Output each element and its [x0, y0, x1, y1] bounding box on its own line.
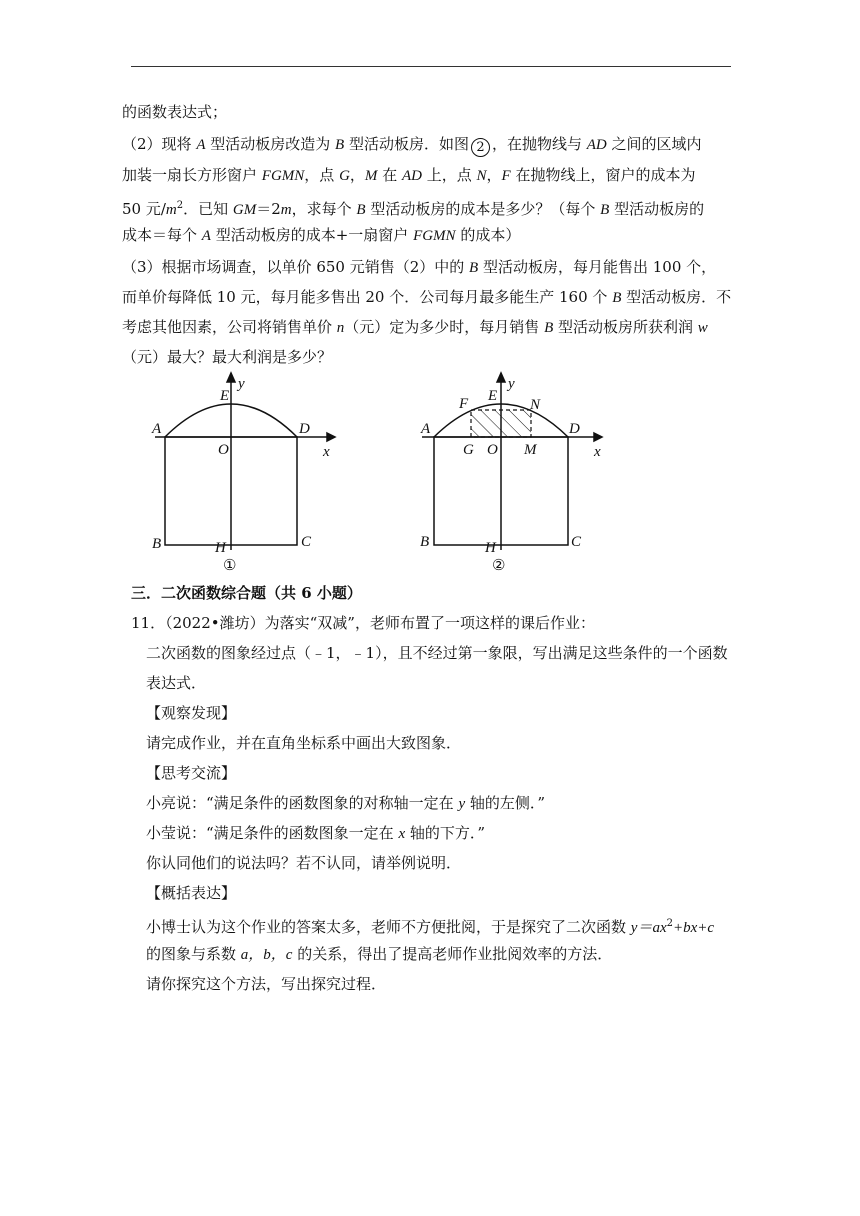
formula: +bx+c: [672, 920, 715, 936]
var: AD: [586, 137, 607, 153]
text: 小博士认为这个作业的答案太多，老师不方便批阅，于是探究了二次函数: [146, 918, 631, 936]
var: AD: [401, 168, 422, 184]
text: 型活动板房改造为: [205, 135, 336, 153]
label-x: x: [594, 444, 601, 460]
text: 而单价每降低 10 元，每月能多售出 20 个．公司每月最多能生产 160 个: [122, 288, 613, 306]
q3-line1: [122, 252, 734, 283]
label-N: N: [530, 397, 541, 413]
var: m: [165, 202, 177, 218]
var: B: [335, 137, 345, 153]
final-instruction: 请你探究这个方法，写出探究过程．: [146, 975, 387, 993]
text: ，: [486, 166, 502, 184]
label-C: C: [571, 534, 582, 550]
label-M: M: [524, 442, 537, 458]
text: ．已知: [183, 200, 233, 218]
label-O: O: [487, 442, 498, 458]
y-arrow: [227, 373, 235, 382]
label-H: H: [215, 540, 226, 556]
x-arrow: [594, 433, 602, 441]
q2-line4: [122, 220, 734, 251]
x-arrow: [327, 433, 335, 441]
label-E: E: [220, 388, 230, 404]
window-FGMN: [471, 410, 531, 437]
var: A: [201, 228, 211, 244]
var: B: [612, 290, 622, 306]
boshi-line1: [146, 909, 734, 943]
text: 小莹说：“满足条件的函数图象一定在: [146, 824, 399, 842]
var: N: [476, 168, 487, 184]
figure-1: [145, 370, 345, 575]
figure-2: [412, 370, 612, 575]
observe-text: 请完成作业，并在直角坐标系中画出大致图象．: [146, 734, 462, 752]
q3-line3: [122, 312, 734, 343]
text: ，点: [304, 166, 340, 184]
text: 成本＝每个: [122, 226, 202, 244]
section-heading: 三．二次函数综合题（共 6 小题）: [131, 584, 362, 602]
text: 型活动板房．不: [621, 288, 732, 306]
superscript: 2: [176, 200, 184, 211]
var: GM: [232, 202, 257, 218]
label-D: D: [299, 421, 310, 437]
text: 型活动板房的: [609, 200, 705, 218]
var: F: [501, 168, 511, 184]
label-y: y: [238, 376, 245, 392]
var: a，b，c: [240, 947, 293, 963]
q3-line4: （元）最大？最大利润是多少？: [122, 348, 333, 366]
text: ＝2: [256, 200, 281, 218]
q11-task-line1: 二次函数的图象经过点（﹣1，﹣1），且不经过第一象限，写出满足这些条件的一个函数: [146, 644, 728, 662]
text: 轴的左侧．”: [465, 794, 546, 812]
var: w: [697, 320, 708, 336]
text: 考虑其他因素，公司将销售单价: [122, 318, 337, 336]
text: 上，点: [421, 166, 477, 184]
text: 在抛物线上，窗户的成本为: [510, 166, 696, 184]
text: 加装一扇长方形窗户: [122, 166, 262, 184]
text: （元）定为多少时，每月销售: [344, 318, 545, 336]
formula: y＝ax: [630, 920, 667, 936]
text: 小亮说：“满足条件的函数图象的对称轴一定在: [146, 794, 459, 812]
label-G: G: [463, 442, 474, 458]
superscript: 2: [666, 918, 673, 929]
var: B: [356, 202, 366, 218]
label-E: E: [488, 388, 498, 404]
var: B: [469, 260, 479, 276]
figure-ref: 2: [471, 138, 490, 157]
text: 型活动板房的成本+一扇窗户: [210, 226, 414, 244]
label-D: D: [569, 421, 580, 437]
label-x: x: [323, 444, 330, 460]
q3-line2: [122, 282, 734, 313]
label-B: B: [420, 534, 430, 550]
label-B: B: [152, 536, 162, 552]
text: ，在抛物线与: [491, 135, 587, 153]
var: FGMN: [261, 168, 305, 184]
boshi-line2: [146, 939, 734, 970]
text: （2）现将: [122, 135, 197, 153]
q2-line1: [122, 129, 734, 160]
var: n: [336, 320, 345, 336]
text: 之间的区域内: [606, 135, 702, 153]
label-F: F: [459, 396, 469, 412]
continued-text: 的函数表达式；: [122, 103, 228, 121]
label-C: C: [301, 534, 312, 550]
text: 的图象与系数: [146, 945, 241, 963]
label-A: A: [152, 421, 162, 437]
question-text: 你认同他们的说法吗？若不认同，请举例说明．: [146, 854, 462, 872]
label-O: O: [218, 442, 229, 458]
heading-summarize: 【概括表达】: [146, 884, 237, 902]
heading-observe: 【观察发现】: [146, 704, 237, 722]
text: 50 元/: [122, 200, 166, 218]
var: y: [458, 796, 466, 812]
var: FGMN: [413, 228, 456, 244]
caption-1: ①: [223, 558, 237, 574]
text: 型活动板房所获利润: [553, 318, 698, 336]
var: m: [280, 202, 292, 218]
text: ，: [349, 166, 365, 184]
var: M: [364, 168, 378, 184]
var: B: [600, 202, 610, 218]
var: B: [544, 320, 554, 336]
text: 型活动板房的成本是多少？（每个: [365, 200, 601, 218]
var: A: [196, 137, 206, 153]
heading-discuss: 【思考交流】: [146, 764, 237, 782]
header-rule: [131, 66, 731, 67]
text: 型活动板房．如图: [344, 135, 469, 153]
y-arrow: [497, 373, 505, 382]
q2-line2: [122, 160, 734, 191]
text: 的关系，得出了提高老师作业批阅效率的方法．: [292, 945, 613, 963]
label-A: A: [421, 421, 431, 437]
liang-statement: [146, 788, 734, 819]
text: 型活动板房，每月能售出 100 个，: [478, 258, 717, 276]
var: x: [398, 826, 406, 842]
text: （3）根据市场调查，以单价 650 元销售（2）中的: [122, 258, 470, 276]
text: 轴的下方．”: [405, 824, 486, 842]
text: 的成本）: [455, 226, 521, 244]
text: 在: [377, 166, 402, 184]
q11-title: 11．（2022•潍坊）为落实“双减”，老师布置了一项这样的课后作业：: [131, 614, 595, 632]
text: ，求每个: [291, 200, 357, 218]
ying-statement: [146, 818, 734, 849]
label-H: H: [485, 540, 496, 556]
caption-2: ②: [492, 558, 506, 574]
q11-task-line2: 表达式．: [146, 674, 207, 692]
var: G: [339, 168, 350, 184]
label-y: y: [508, 376, 515, 392]
